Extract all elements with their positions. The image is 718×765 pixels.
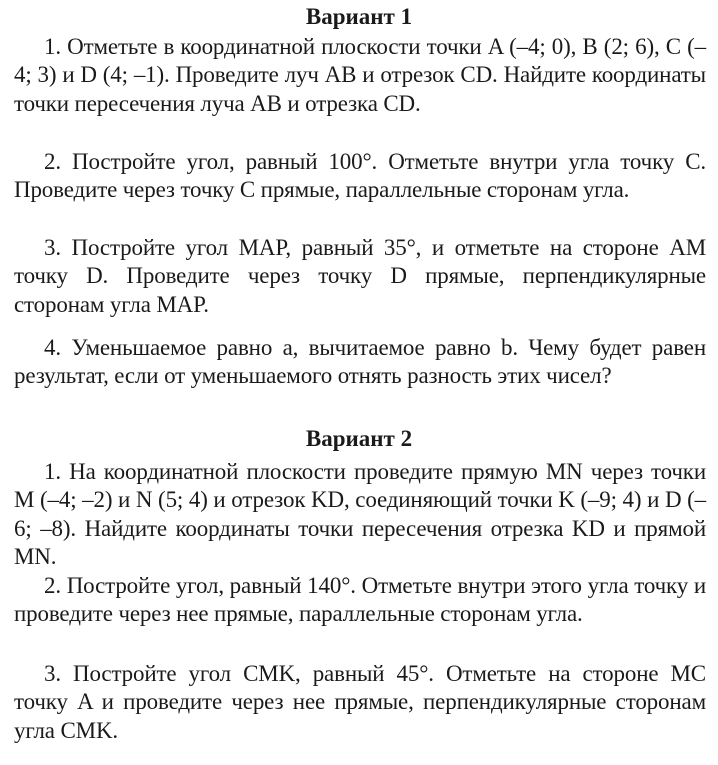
variant-2-task-2: 2. Постройте угол, равный 140°. Отметьте внутри этого угла точку и проведите через нее прямые, параллельные сторонам угла. bbox=[14, 573, 706, 627]
variant-1-task-4: 4. Уменьшаемое равно a, вычитаемое равно b. Чему будет равен результат, если от уменьшаемого отнять разность этих чисел? bbox=[14, 335, 706, 389]
variant-1-task-1: 1. Отметьте в координатной плоскости точки A (–4; 0), B (2; 6), C (–4; 3) и D (4; –1). Проведите луч AB и отрезок CD. Найдите координаты точки пересечения луча AB и отрезка CD. bbox=[14, 34, 706, 116]
variant-1-task-2: 2. Постройте угол, равный 100°. Отметьте внутри угла точку C. Проведите через точку C прямые, параллельные сторонам угла. bbox=[14, 149, 706, 203]
variant-2-task-1: 1. На координатной плоскости проведите прямую MN через точки M (–4; –2) и N (5; 4) и отрезок KD, соединяющий точки K (–9; 4) и D (–6; –8). Найдите координаты точки пересечения отрезка KD и прямой MN. bbox=[14, 459, 706, 570]
variant-1-heading: Вариант 1 bbox=[305, 4, 413, 29]
variant-2-task-3: 3. Постройте угол CMK, равный 45°. Отметьте на стороне MC точку A и проведите через нее прямые, перпендикулярные сторонам угла CMK. bbox=[14, 661, 706, 743]
variant-2-heading: Вариант 2 bbox=[305, 426, 413, 451]
variant-1-task-3: 3. Постройте угол MAP, равный 35°, и отметьте на стороне AM точку D. Проведите через точку D прямые, перпендикулярные сторонам угла MAP. bbox=[14, 235, 706, 317]
